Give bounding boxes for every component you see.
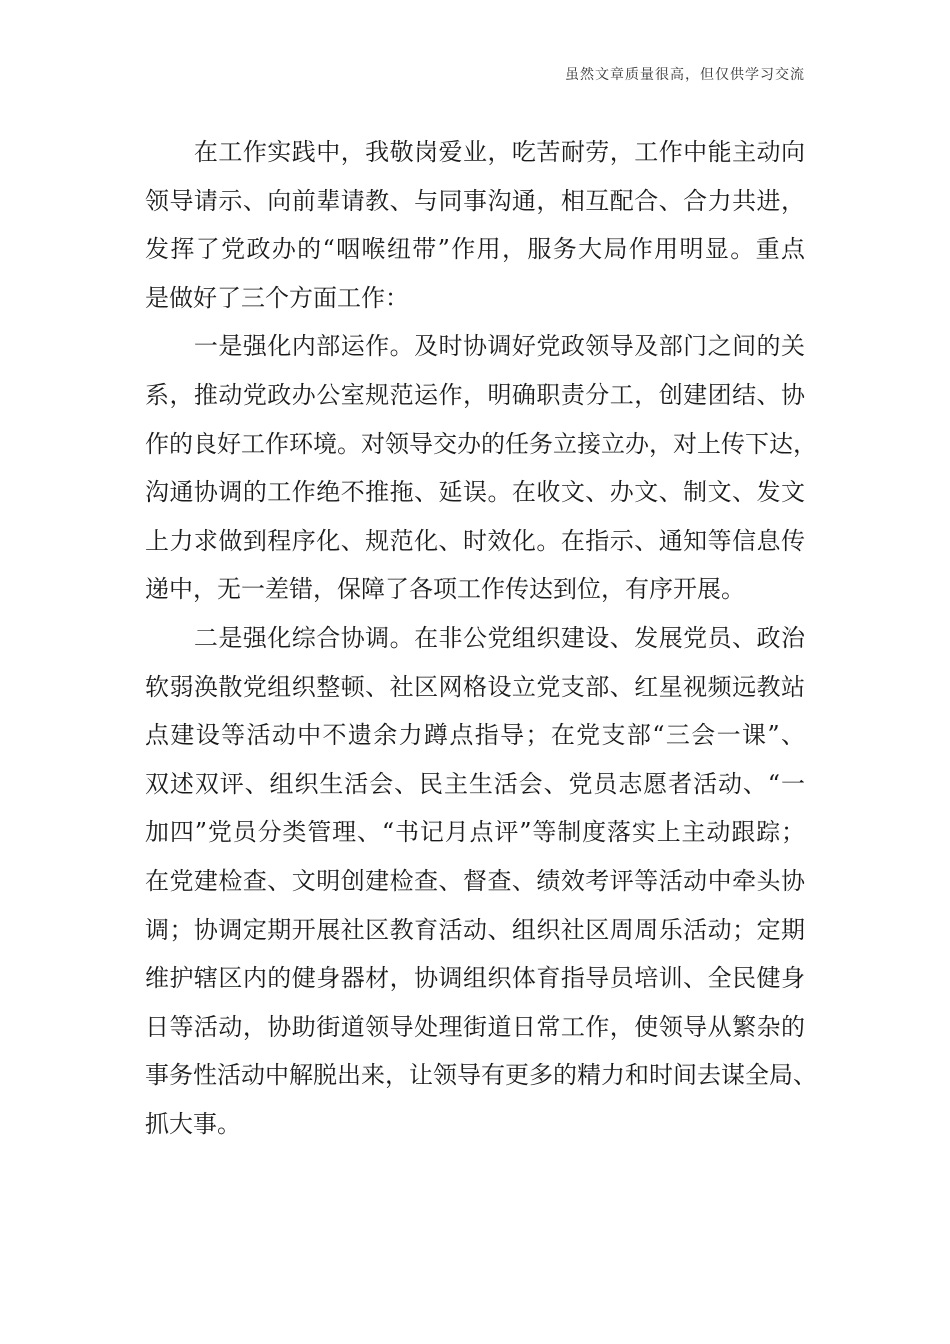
paragraph-line: 作的良好工作环境。对领导交办的任务立接立办，对上传下达， — [145, 429, 817, 458]
paragraph-line: 在工作实践中，我敬岗爱业，吃苦耐劳，工作中能主动向 — [145, 138, 805, 166]
header-note: 虽然文章质量很高，但仅供学习交流 — [565, 67, 805, 83]
paragraph-line: 软弱涣散党组织整顿、社区网格设立党支部、红星视频远教站 — [145, 672, 805, 701]
paragraph-line: 递中，无一差错，保障了各项工作传达到位，有序开展。 — [145, 575, 745, 604]
paragraph-line: 抓大事。 — [145, 1109, 241, 1138]
paragraph-line: 点建设等活动中不遗余力蹲点指导；在党支部“三会一课”、 — [145, 721, 805, 750]
paragraph-comprehensive-coordination — [145, 614, 817, 1149]
document-body — [145, 128, 817, 1148]
paragraph-line: 事务性活动中解脱出来，让领导有更多的精力和时间去谋全局、 — [145, 1061, 817, 1090]
paragraph-line: 二是强化综合协调。在非公党组织建设、发展党员、政治 — [145, 623, 805, 652]
paragraph-intro — [145, 128, 805, 322]
paragraph-line: 系，推动党政办公室规范运作，明确职责分工，创建团结、协 — [145, 380, 805, 409]
paragraph-line: 是做好了三个方面工作： — [145, 283, 409, 312]
paragraph-line: 维护辖区内的健身器材，协调组织体育指导员培训、全民健身 — [145, 964, 805, 993]
paragraph-line: 加四”党员分类管理、“书记月点评”等制度落实上主动跟踪； — [145, 818, 805, 847]
paragraph-line: 领导请示、向前辈请教、与同事沟通，相互配合、合力共进， — [145, 186, 805, 215]
paragraph-line: 在党建检查、文明创建检查、督查、绩效考评等活动中牵头协 — [145, 866, 805, 895]
paragraph-line: 日等活动，协助街道领导处理街道日常工作，使领导从繁杂的 — [145, 1012, 805, 1041]
paragraph-line: 一是强化内部运作。及时协调好党政领导及部门之间的关 — [145, 332, 805, 361]
paragraph-line: 发挥了党政办的“咽喉纽带”作用，服务大局作用明显。重点 — [145, 235, 805, 264]
paragraph-line: 上力求做到程序化、规范化、时效化。在指示、通知等信息传 — [145, 526, 805, 555]
paragraph-line: 沟通协调的工作绝不推拖、延误。在收文、办文、制文、发文 — [145, 478, 805, 507]
paragraph-line: 双述双评、组织生活会、民主生活会、党员志愿者活动、“一 — [145, 769, 805, 798]
paragraph-internal-operation — [145, 322, 817, 614]
paragraph-line: 调；协调定期开展社区教育活动、组织社区周周乐活动；定期 — [145, 915, 805, 944]
